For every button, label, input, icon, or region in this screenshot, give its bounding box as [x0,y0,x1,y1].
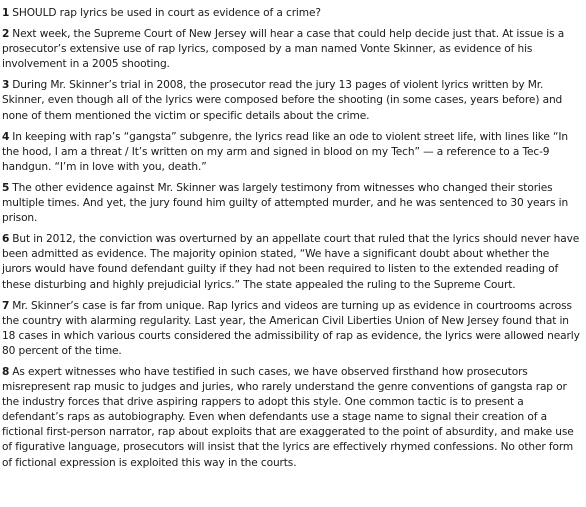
paragraph-number: 7 [2,299,10,312]
article-body [2,6,580,477]
paragraph-text: In keeping with rap’s “gangsta” subgenre, the lyrics read like an ode to violent street life, with lines like “In the hood, I am a threat / It’s written on my arm and signed in blood on my Tech” — a reference to a Tec-9 handgun. “I’m in love with you, death.” [2,130,569,173]
paragraph-text: During Mr. Skinner’s trial in 2008, the prosecutor read the jury 13 pages of violent lyrics written by Mr. Skinner, even though all of the lyrics were composed before the shooting (in some cases, years before) and none of them mentioned the victim or specific details about the crime. [2,79,563,122]
paragraph-4 [2,130,580,175]
paragraph-number: 1 [2,7,10,19]
paragraph-5 [2,181,580,226]
paragraph-number: 2 [2,28,10,41]
paragraph-text: Next week, the Supreme Court of New Jersey will hear a case that could help decide just that. At issue is a prosecutor’s extensive use of rap lyrics, composed by a man named Vonte Skinner, as evidence of his involvement in a 2005 shooting. [2,28,565,71]
paragraph-text: As expert witnesses who have testified in such cases, we have observed firsthand how prosecutors misrepresent rap music to judges and juries, who rarely understand the genre conventions of gangsta rap or the industry forces that drive aspiring rappers to adopt this style. One common tactic is to present a defendant’s raps as autobiography. Even when defendants use a stage name to signal their creation of a fictional first-person narrator, rap about exploits that are exaggerated to the point of absurdity, and make use of figurative language, prosecutors will insist that the lyrics are effectively rhymed confessions. No other form of fictional expression is exploited this way in the courts. [2,365,574,469]
paragraph-2 [2,27,580,72]
paragraph-text: The other evidence against Mr. Skinner was largely testimony from witnesses who changed their stories multiple times. And yet, the jury found him guilty of attempted murder, and he was sentenced to 30 years in prison. [2,181,569,225]
paragraph-text: Mr. Skinner’s case is far from unique. Rap lyrics and videos are turning up as evidence in courtrooms across the country with alarming regularity. Last year, the American Civil Liberties Union of New Jersey found that in 18 cases in which various courts considered the admissibility of rap as evidence, the lyrics were allowed nearly 80 percent of the time. [2,299,580,357]
paragraph-6 [2,232,580,292]
paragraph-number: 6 [2,233,10,246]
paragraph-number: 8 [2,365,10,378]
paragraph-8 [2,365,580,471]
paragraph-1 [2,6,580,21]
paragraph-number: 4 [2,130,10,143]
paragraph-number: 5 [2,181,10,194]
paragraph-text: But in 2012, the conviction was overturned by an appellate court that ruled that the lyrics should never have been admitted as evidence. The majority opinion stated, “We have a significant doubt about whether the jurors would have found defendant guilty if they had not been required to listen to the extended reading of these disturbing and highly prejudicial lyrics.” The state appealed the ruling to the Supreme Court. [2,233,580,291]
paragraph-7 [2,299,580,359]
paragraph-3 [2,78,580,123]
paragraph-text: SHOULD rap lyrics be used in court as evidence of a crime? [12,7,321,19]
paragraph-number: 3 [2,79,10,92]
